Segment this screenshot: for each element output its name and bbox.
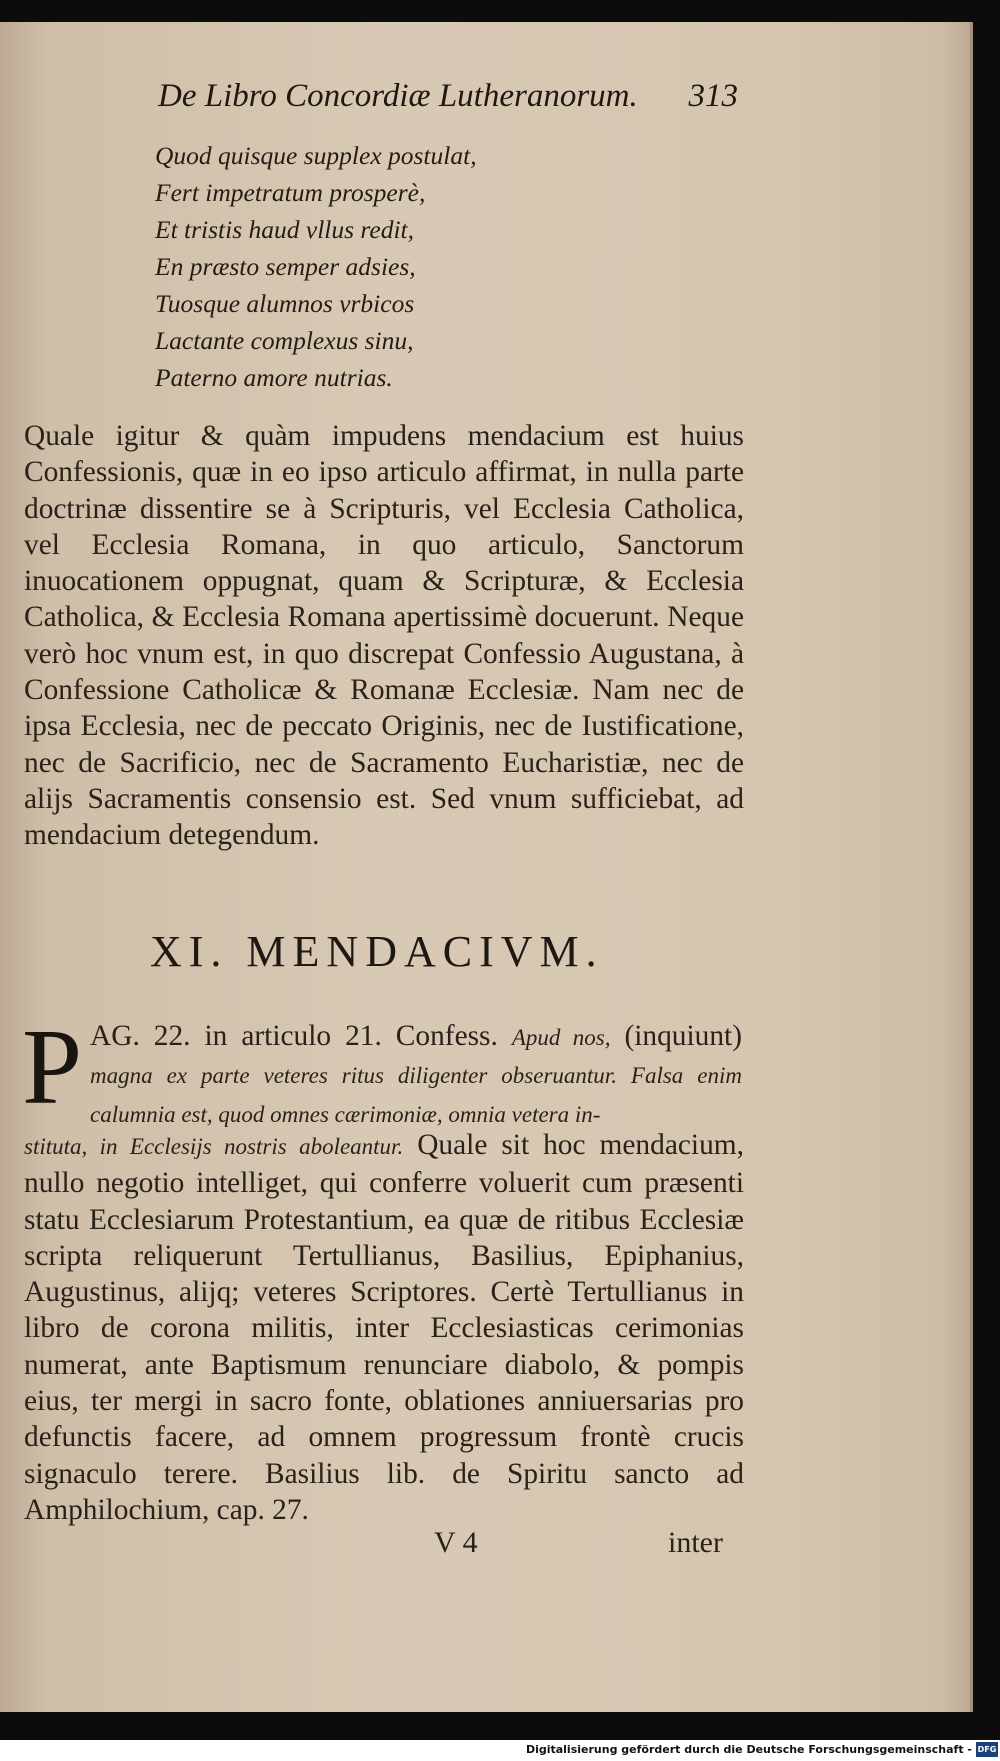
page-number: 313 — [688, 78, 738, 114]
book-page — [0, 22, 973, 1712]
paragraph-2-italic-2: magna ex parte veteres ritus diligenter obseruantur. Falsa enim calumnia est, quod omnes cærimoniæ, omnia vetera in- — [90, 1063, 742, 1127]
paragraph-2-continuation — [24, 1127, 744, 1528]
verse-line: En præsto semper adsies, — [155, 252, 416, 281]
verse-line: Paterno amore nutrias. — [155, 363, 393, 392]
signature-mark: V 4 — [434, 1526, 478, 1559]
running-title: De Libro Concordiæ Lutheranorum. — [158, 78, 638, 114]
verse-line: Tuosque alumnos vrbicos — [155, 289, 415, 318]
digitization-footer — [0, 1740, 1000, 1761]
verse-line: Et tristis haud vllus redit, — [155, 215, 415, 244]
paragraph-2-italic-1: Apud nos, — [511, 1025, 611, 1050]
catchword: inter — [668, 1526, 723, 1559]
verse-line: Lactante complexus sinu, — [155, 326, 414, 355]
paragraph-2-italic-3: stituta, in Ecclesijs nostris aboleantur. — [24, 1134, 404, 1159]
paragraph-2-lead: AG. 22. in articulo 21. Confess. — [90, 1020, 498, 1052]
paragraph-1: Quale igitur & quàm impudens mendacium est huius Confessionis, quæ in eo ipso articulo affirmat, in nulla parte doctrinæ dissentire se à Scripturis, vel Ecclesia Catholica, vel Ecclesia Romana, in quo articulo, Sanctorum inuocationem oppugnat, quam & Scripturæ, & Ecclesia Catholica, & Ecclesia Romana apertissimè docuerunt. Neque verò hoc vnum est, in quo discrepat Confessio Augustana, à Confessione Catholicæ & Romanæ Ecclesiæ. Nam nec de ipsa Ecclesia, nec de peccato Originis, nec de Iustificatione, nec de Sacrificio, nec de Sacramento Eucharistiæ, nec de alijs Sacramentis consensio est. Sed vnum sufficiebat, ad mendacium detegendum. — [24, 420, 744, 852]
drop-cap: P — [22, 1008, 83, 1127]
paragraph-2-rest: Quale sit hoc mendacium, nullo negotio intelliget, qui conferre voluerit cum præsenti statu Ecclesiarum Protestantium, ea quæ de ritibus Ecclesiæ scripta reliquerunt Tertullianus, Basilius, Epiphanius, Augustinus, alijq; veteres Scriptores. Certè Tertullianus in libro de corona militis, inter Ecclesiasticas cerimonias numerat, ante Baptismum renunciare diabolo, & pompis eius, ter mergi in sacro fonte, oblationes anniuersarias pro defunctis facere, ad omnem progressum frontè crucis signaculo terere. Basilius lib. de Spiritu sancto ad Amphilochium, cap. 27. — [24, 1129, 744, 1526]
section-heading: XI. MENDACIVM. — [150, 927, 604, 976]
paragraph-2-mid: (inquiunt) — [624, 1020, 743, 1052]
verse-block — [155, 137, 715, 396]
paragraph-2-opening — [90, 1018, 742, 1133]
footer-credit: Digitalisierung gefördert durch die Deutsche Forschungsgemeinschaft - — [525, 1743, 972, 1756]
page-header — [158, 70, 738, 126]
verse-line: Fert impetratum prosperè, — [155, 178, 426, 207]
dfg-logo: DFG — [976, 1742, 998, 1757]
verse-line: Quod quisque supplex postulat, — [155, 141, 477, 170]
